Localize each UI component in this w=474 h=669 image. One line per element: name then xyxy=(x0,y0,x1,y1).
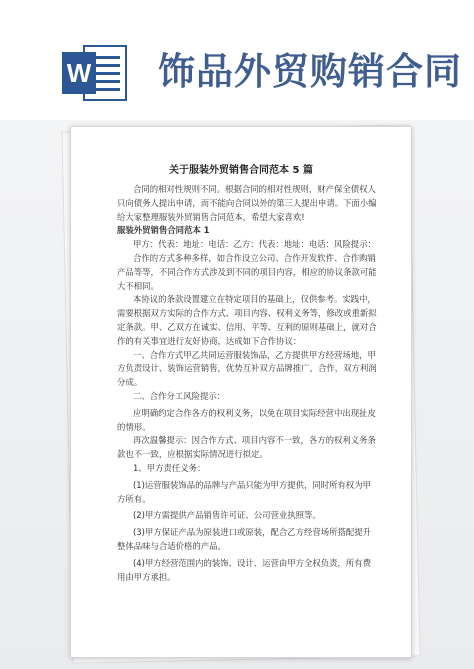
paragraph: (2)甲方需提供产品销售许可证、公司营业执照等。 xyxy=(133,510,321,521)
paragraph: 二、合作分工风险提示： xyxy=(133,390,226,401)
paragraph: 一、合作方式甲乙共同运营服装饰品，乙方提供甲方经营场地，甲方负责设计、装饰运营销售，优势互补双方品牌推广，合作，双方利润分成。 xyxy=(117,349,377,388)
banner-title: 饰品外贸购销合同 xyxy=(158,50,462,93)
document-body xyxy=(117,183,379,584)
header-banner xyxy=(0,0,474,120)
paragraph: 应明确约定合作各方的权利义务，以免在项目实际经营中出现扯皮的情形。 xyxy=(117,407,376,432)
document-title: 关于服装外贸销售合同范本 5 篇 xyxy=(169,165,313,176)
word-document-icon xyxy=(62,44,128,102)
document-page xyxy=(70,126,412,658)
paragraph: 1、甲方责任义务： xyxy=(133,462,206,473)
paragraph: (4)甲方经营范围内的装饰、设计、运营由甲方全权负责，所有费用由甲方承担。 xyxy=(117,557,371,582)
paragraph: 本协议的条款设置建立在特定项目的基础上，仅供参考。实践中，需要根据双方实际的合作方式、项目内容、权利义务等，修改或重新拟定条款。甲、乙双方在诚实、信用、平等、互利的原则基础上，就对合作的有关事宜进行友好协商，达成如下合作协议： xyxy=(117,294,377,346)
paragraph: 甲方：代表：地址：电话：乙方：代表：地址：电话：风险提示： xyxy=(133,239,376,250)
svg-text:W: W xyxy=(66,58,92,88)
paragraph: (3)甲方保证产品为原装进口或原装，配合乙方经营场所搭配提升整体品味与合适价格的产品。 xyxy=(117,527,371,551)
paragraph: 合作的方式多种多样，如合作设立公司、合作开发软件、合作购销产品等等，不同合作方式涉及到不同的项目内容，相应的协议条款可能大不相同。 xyxy=(117,252,377,291)
paragraph: (1)运营服装饰品的品牌与产品只能为甲方提供，同时所有权为甲方所有。 xyxy=(117,479,371,504)
paragraph: 再次温馨提示：因合作方式、项目内容不一致，各方的权利义务条款也不一致，应根据实际情况进行拟定。 xyxy=(117,435,376,460)
paragraph: 合同的相对性规则不同。根据合同的相对性规则，财产保全债权人只向债务人提出申请，而不能向合同以外的第三人提出申请。下面小编给大家整理服装外贸销售合同范本，希望大家喜欢! xyxy=(117,184,377,222)
section-heading: 服装外贸销售合同范本 1 xyxy=(117,225,210,236)
